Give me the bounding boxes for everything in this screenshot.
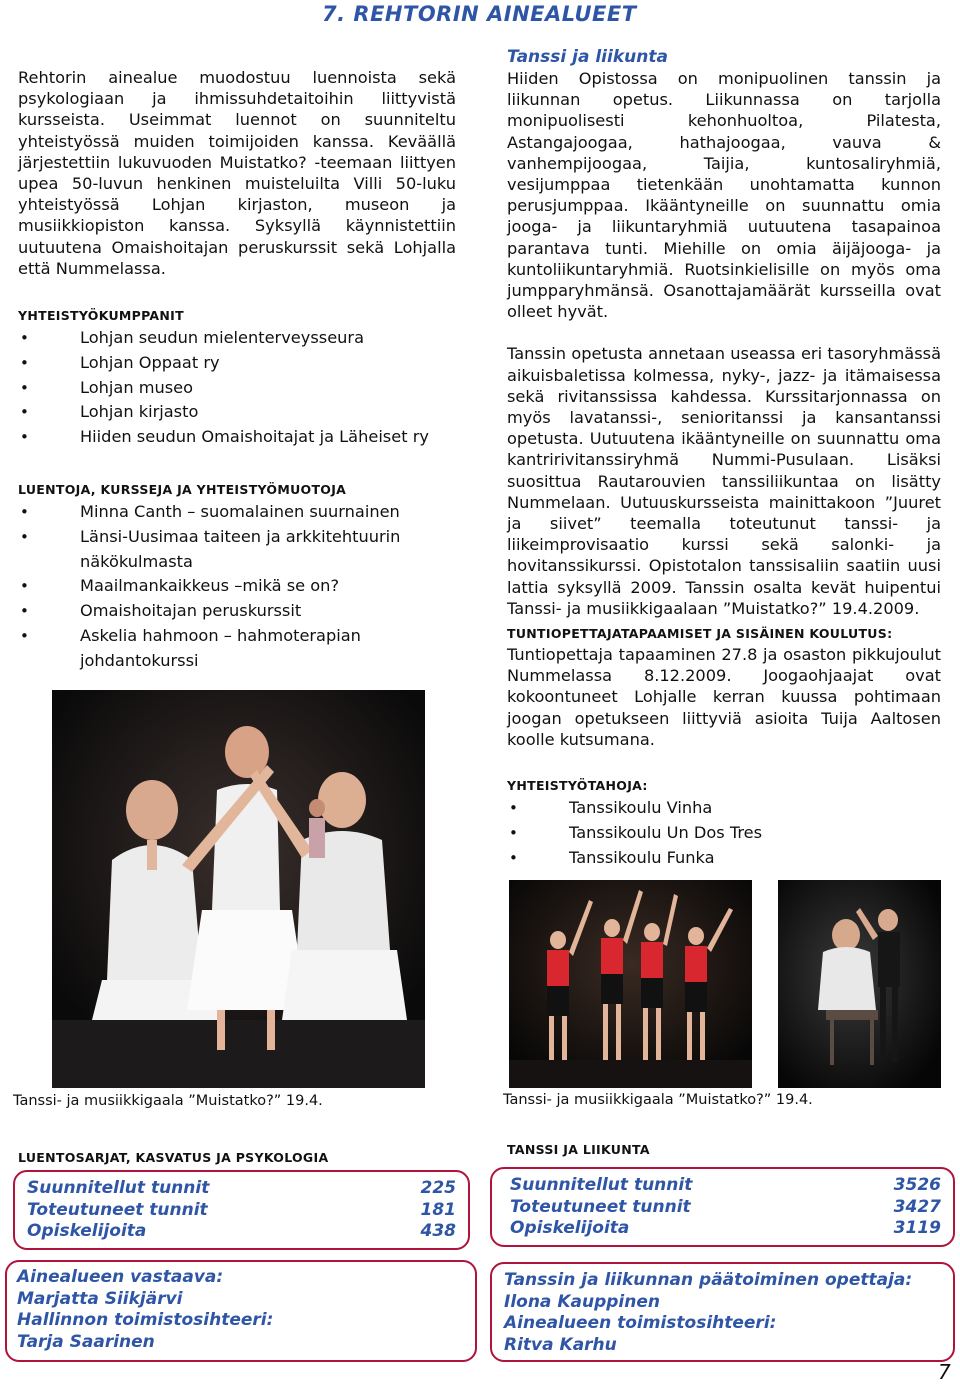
lectures-list [18,500,456,674]
dancers-illustration-icon [52,690,425,1088]
partners-section [18,306,456,450]
contact-person: Marjatta Siikjärvi [17,1288,183,1309]
stat-value: 3119 [893,1218,941,1238]
photo-caption-left: Tanssi- ja musiikkigaala ”Muistatko?” 19.4. [13,1093,323,1109]
list-item: • Tanssikoulu Vinha [507,796,941,821]
page-number: 7 [938,1360,951,1384]
list-item: • Hiiden seudun Omaishoitajat ja Läheiset ry [18,425,456,450]
partners-list [18,326,456,450]
list-item: • Askelia hahmoon – hahmoterapian johdantokurssi [18,624,446,674]
list-item: • Tanssikoulu Un Dos Tres [507,821,941,846]
collab-heading: YHTEISTYÖTAHOJA: [507,778,648,793]
contact-role: Tanssin ja liikunnan päätoiminen opettaja: [504,1270,913,1290]
dance-paragraph-1: Hiiden Opistossa on monipuolinen tanssin ja liikunnan opetus. Liikunnassa on tarjolla monipuolisesti kehonhuoltoa, Pilatesta, Astangajoogaa, hathajoogaa, vauva & vanhempijoogaa, Taijia, kuntosaliryhmiä, vesijumppaa tietenkään unohtamatta kunnon perusjumppaa. Ikääntyneille on suunnattu omia jooga- ja liikuntaryhmiä uutuutena tasapainoa parantava tunti. Miehille on omia äijäjooga- ja kuntoliikuntaryhmiä. Ruotsinkielisille on myös oma jumpparyhmänsä. Osanottajamäärät kursseilla ovat olleet hyvät. [507,69,941,322]
list-item: • Omaishoitajan peruskurssit [18,599,446,624]
contact-role: Ainealueen toimistosihteeri: [504,1313,777,1333]
salon-scene-illustration-icon [778,880,941,1088]
contact-right-box [490,1262,955,1362]
list-item: • Tanssikoulu Funka [507,846,941,871]
red-dancers-illustration-icon [509,880,752,1088]
list-item: • Lohjan Oppaat ry [18,351,456,376]
tutoring-heading: TUNTIOPETTAJATAPAAMISET JA SISÄINEN KOULUTUS: [507,626,893,641]
stat-row [504,1197,941,1219]
stat-value: 438 [420,1221,456,1241]
dance-section [507,47,941,619]
stats-right-heading: TANSSI JA LIIKUNTA [507,1142,650,1157]
contact-person: Ilona Kauppinen [504,1291,660,1312]
stat-row [27,1178,456,1200]
dance-heading: Tanssi ja liikunta [507,47,668,67]
dance-photo-right-2 [778,880,941,1088]
tutoring-section [507,624,941,750]
contact-role: Ainealueen vastaava: [17,1267,224,1287]
stat-row [27,1221,456,1243]
stats-left-heading: LUENTOSARJAT, KASVATUS JA PSYKOLOGIA [18,1150,329,1165]
stats-left-box [13,1170,470,1250]
list-item: • Länsi-Uusimaa taiteen ja arkkitehtuurin näkökulmasta [18,525,446,575]
stat-row [504,1175,941,1197]
stat-value: 3526 [893,1175,941,1195]
intro-paragraph: Rehtorin ainealue muodostuu luennoista sekä psykologiaan ja ihmissuhdetaitoihin liittyvistä kursseista. Useimmat luennot on suunniteltu yhteistyössä muiden toimijoiden kanssa. Keväällä järjestettiin lukuvuoden Muistatko? -teemaan liittyen upea 50-luvun henkinen muisteluilta Villi 50-luku yhteistyössä Lohjan kirjaston, museon ja musiikkiopiston kanssa. Syksyllä käynnistettiin uutuutena Omaishoitajan peruskurssit sekä Lohjalla että Nummelassa. [18,68,456,278]
stat-label: Toteutuneet tunnit [27,1199,208,1220]
collab-list [507,796,941,870]
photo-caption-right: Tanssi- ja musiikkigaala ”Muistatko?” 19.4. [503,1092,813,1108]
lectures-section [18,480,456,674]
contact-person: Ritva Karhu [504,1334,617,1355]
stat-label: Opiskelijoita [27,1221,147,1241]
list-item: • Maailmankaikkeus –mikä se on? [18,574,446,599]
stat-row [27,1200,456,1222]
stat-label: Suunnitellut tunnit [510,1175,693,1195]
stat-label: Suunnitellut tunnit [27,1178,210,1198]
stat-value: 3427 [893,1196,941,1217]
page-title: 7. REHTORIN AINEALUEET [322,2,637,26]
lectures-heading: LUENTOJA, KURSSEJA JA YHTEISTYÖMUOTOJA [18,482,347,497]
dance-paragraph-2: Tanssin opetusta annetaan useassa eri tasoryhmässä aikuisbaletissa kolmessa, nyky-, jazz- ja itämaisessa sekä rivitanssissa kahdessa. Kurssitarjonnassa on myös lavatanssi-, senioritanssi ja kansantanssi opetusta. Uutuutena ikääntyneille on suunnattu oma kantririvitanssiryhmä Nummi-Pusulaan. Lisäksi suosittua Rautarouvien tanssiliikuntaa on lisätty Nummelaan. Uutuuskursseista mainittakoon ”Juuret ja siivet” teemalla toteutunut tanssi- ja liikeimprovisaatio kurssi sekä salonki- ja hovitanssikurssi. Opistotalon tanssisaliin saatiin uusi lattia syksyllä 2009. Tanssin osalta kevät huipentui Tanssi- ja musiikkigaalaan ”Muistatko?” 19.4.2009. [507,344,941,618]
dance-photo-left [52,690,425,1088]
contact-role: Hallinnon toimistosihteeri: [17,1310,274,1330]
dance-photo-right-1 [509,880,752,1088]
list-item: • Lohjan seudun mielenterveysseura [18,326,456,351]
stat-label: Opiskelijoita [510,1218,630,1238]
contact-person: Tarja Saarinen [17,1331,155,1352]
contact-left-box [5,1260,477,1362]
tutoring-paragraph: Tuntiopettaja tapaaminen 27.8 ja osaston pikkujoulut Nummelassa 8.12.2009. Joogaohjaajat ovat kokoontuneet Lohjalle kerran kuussa pohtimaan joogan opetukseen liittyviä asioita Tuija Aaltosen koolle kutsumana. [507,645,941,749]
stat-value: 181 [420,1199,456,1220]
stats-right-box [490,1167,955,1247]
stat-label: Toteutuneet tunnit [510,1196,691,1217]
list-item: • Minna Canth – suomalainen suurnainen [18,500,446,525]
list-item: • Lohjan museo [18,376,456,401]
stat-row [504,1218,941,1240]
collab-section [507,776,941,870]
stat-value: 225 [420,1178,456,1198]
list-item: • Lohjan kirjasto [18,400,456,425]
partners-heading: YHTEISTYÖKUMPPANIT [18,308,184,323]
